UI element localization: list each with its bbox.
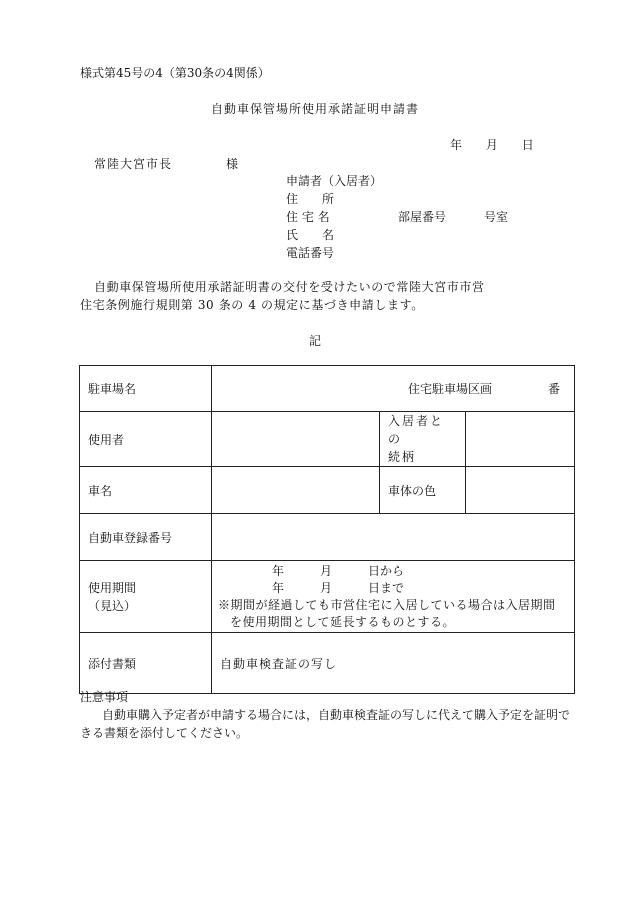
period-from: 年 月 日から — [272, 563, 405, 578]
parking-suffix: 番 — [547, 382, 560, 396]
relation-value-cell[interactable] — [466, 412, 575, 467]
parking-label: 駐車場名 — [80, 366, 212, 412]
addressee-suffix: 様 — [226, 157, 239, 171]
relation-label-line-2: 続柄 — [388, 450, 417, 464]
applicant-room-suffix: 号室 — [484, 210, 509, 224]
table-row-car — [80, 467, 575, 514]
date-month: 月 — [485, 138, 498, 152]
applicant-room-label: 部屋番号 — [398, 210, 447, 224]
car-name-value-cell[interactable] — [212, 467, 380, 514]
user-label: 使用者 — [80, 412, 212, 467]
applicant-heading: 申請者（入居者） — [286, 174, 383, 188]
attachments-label: 添付書類 — [80, 633, 212, 694]
form-number: 様式第45号の4（第30条の4関係） — [80, 66, 270, 80]
period-label-line-2: （見込） — [88, 598, 137, 613]
table-row-attachments — [80, 633, 575, 694]
date-year: 年 — [450, 138, 463, 152]
applicant-name-label: 氏 名 — [286, 228, 335, 242]
body-text-line-2: 住宅条例施行規則第 30 条の 4 の規定に基づき申請します。 — [80, 298, 424, 312]
car-color-value-cell[interactable] — [466, 467, 575, 514]
period-label-line-1: 使用期間 — [88, 580, 137, 595]
applicant-phone-label: 電話番号 — [286, 246, 335, 260]
ki-marker: 記 — [308, 334, 321, 348]
date-row — [450, 136, 554, 153]
notes-text: 自動車購入予定者が申請する場合には，自動車検査証の写しに代えて購入予定を証明できる書類を添付してください。 — [80, 708, 571, 740]
body-paragraph — [80, 278, 485, 314]
addressee: 常陸大宮市長 — [94, 157, 173, 171]
document-title: 自動車保管場所使用承諾証明申請書 — [210, 102, 419, 116]
car-name-label: 車名 — [80, 467, 212, 514]
body-text-line-1: 自動車保管場所使用承諾証明書の交付を受けたいので常陸大宮市市営 — [94, 280, 485, 294]
period-label — [80, 561, 212, 633]
applicant-housing-label: 住 宅 名 — [286, 210, 330, 224]
parking-value: 住宅駐車場区画 — [407, 382, 492, 396]
period-to: 年 月 日まで — [272, 580, 405, 595]
application-table — [79, 365, 575, 694]
period-value-cell[interactable] — [212, 561, 575, 633]
period-note: ※期間が経過しても市営住宅に入居している場合は入居期間を使用期間として延長するものとする。 — [218, 597, 556, 629]
relation-label — [380, 412, 466, 467]
parking-value-cell[interactable] — [212, 366, 575, 412]
attachments-value: 自動車検査証の写し — [212, 633, 575, 694]
registration-value-cell[interactable] — [212, 514, 575, 561]
table-row-period — [80, 561, 575, 633]
table-row-registration — [80, 514, 575, 561]
registration-label: 自動車登録番号 — [80, 514, 212, 561]
relation-label-line-1: 入居者との — [388, 414, 445, 446]
date-day: 日 — [521, 138, 534, 152]
table-row-user — [80, 412, 575, 467]
table-row-parking — [80, 366, 575, 412]
user-value-cell[interactable] — [212, 412, 380, 467]
car-color-label: 車体の色 — [380, 467, 466, 514]
notes-heading: 注意事項 — [80, 690, 129, 704]
applicant-address-label: 住 所 — [286, 192, 335, 206]
